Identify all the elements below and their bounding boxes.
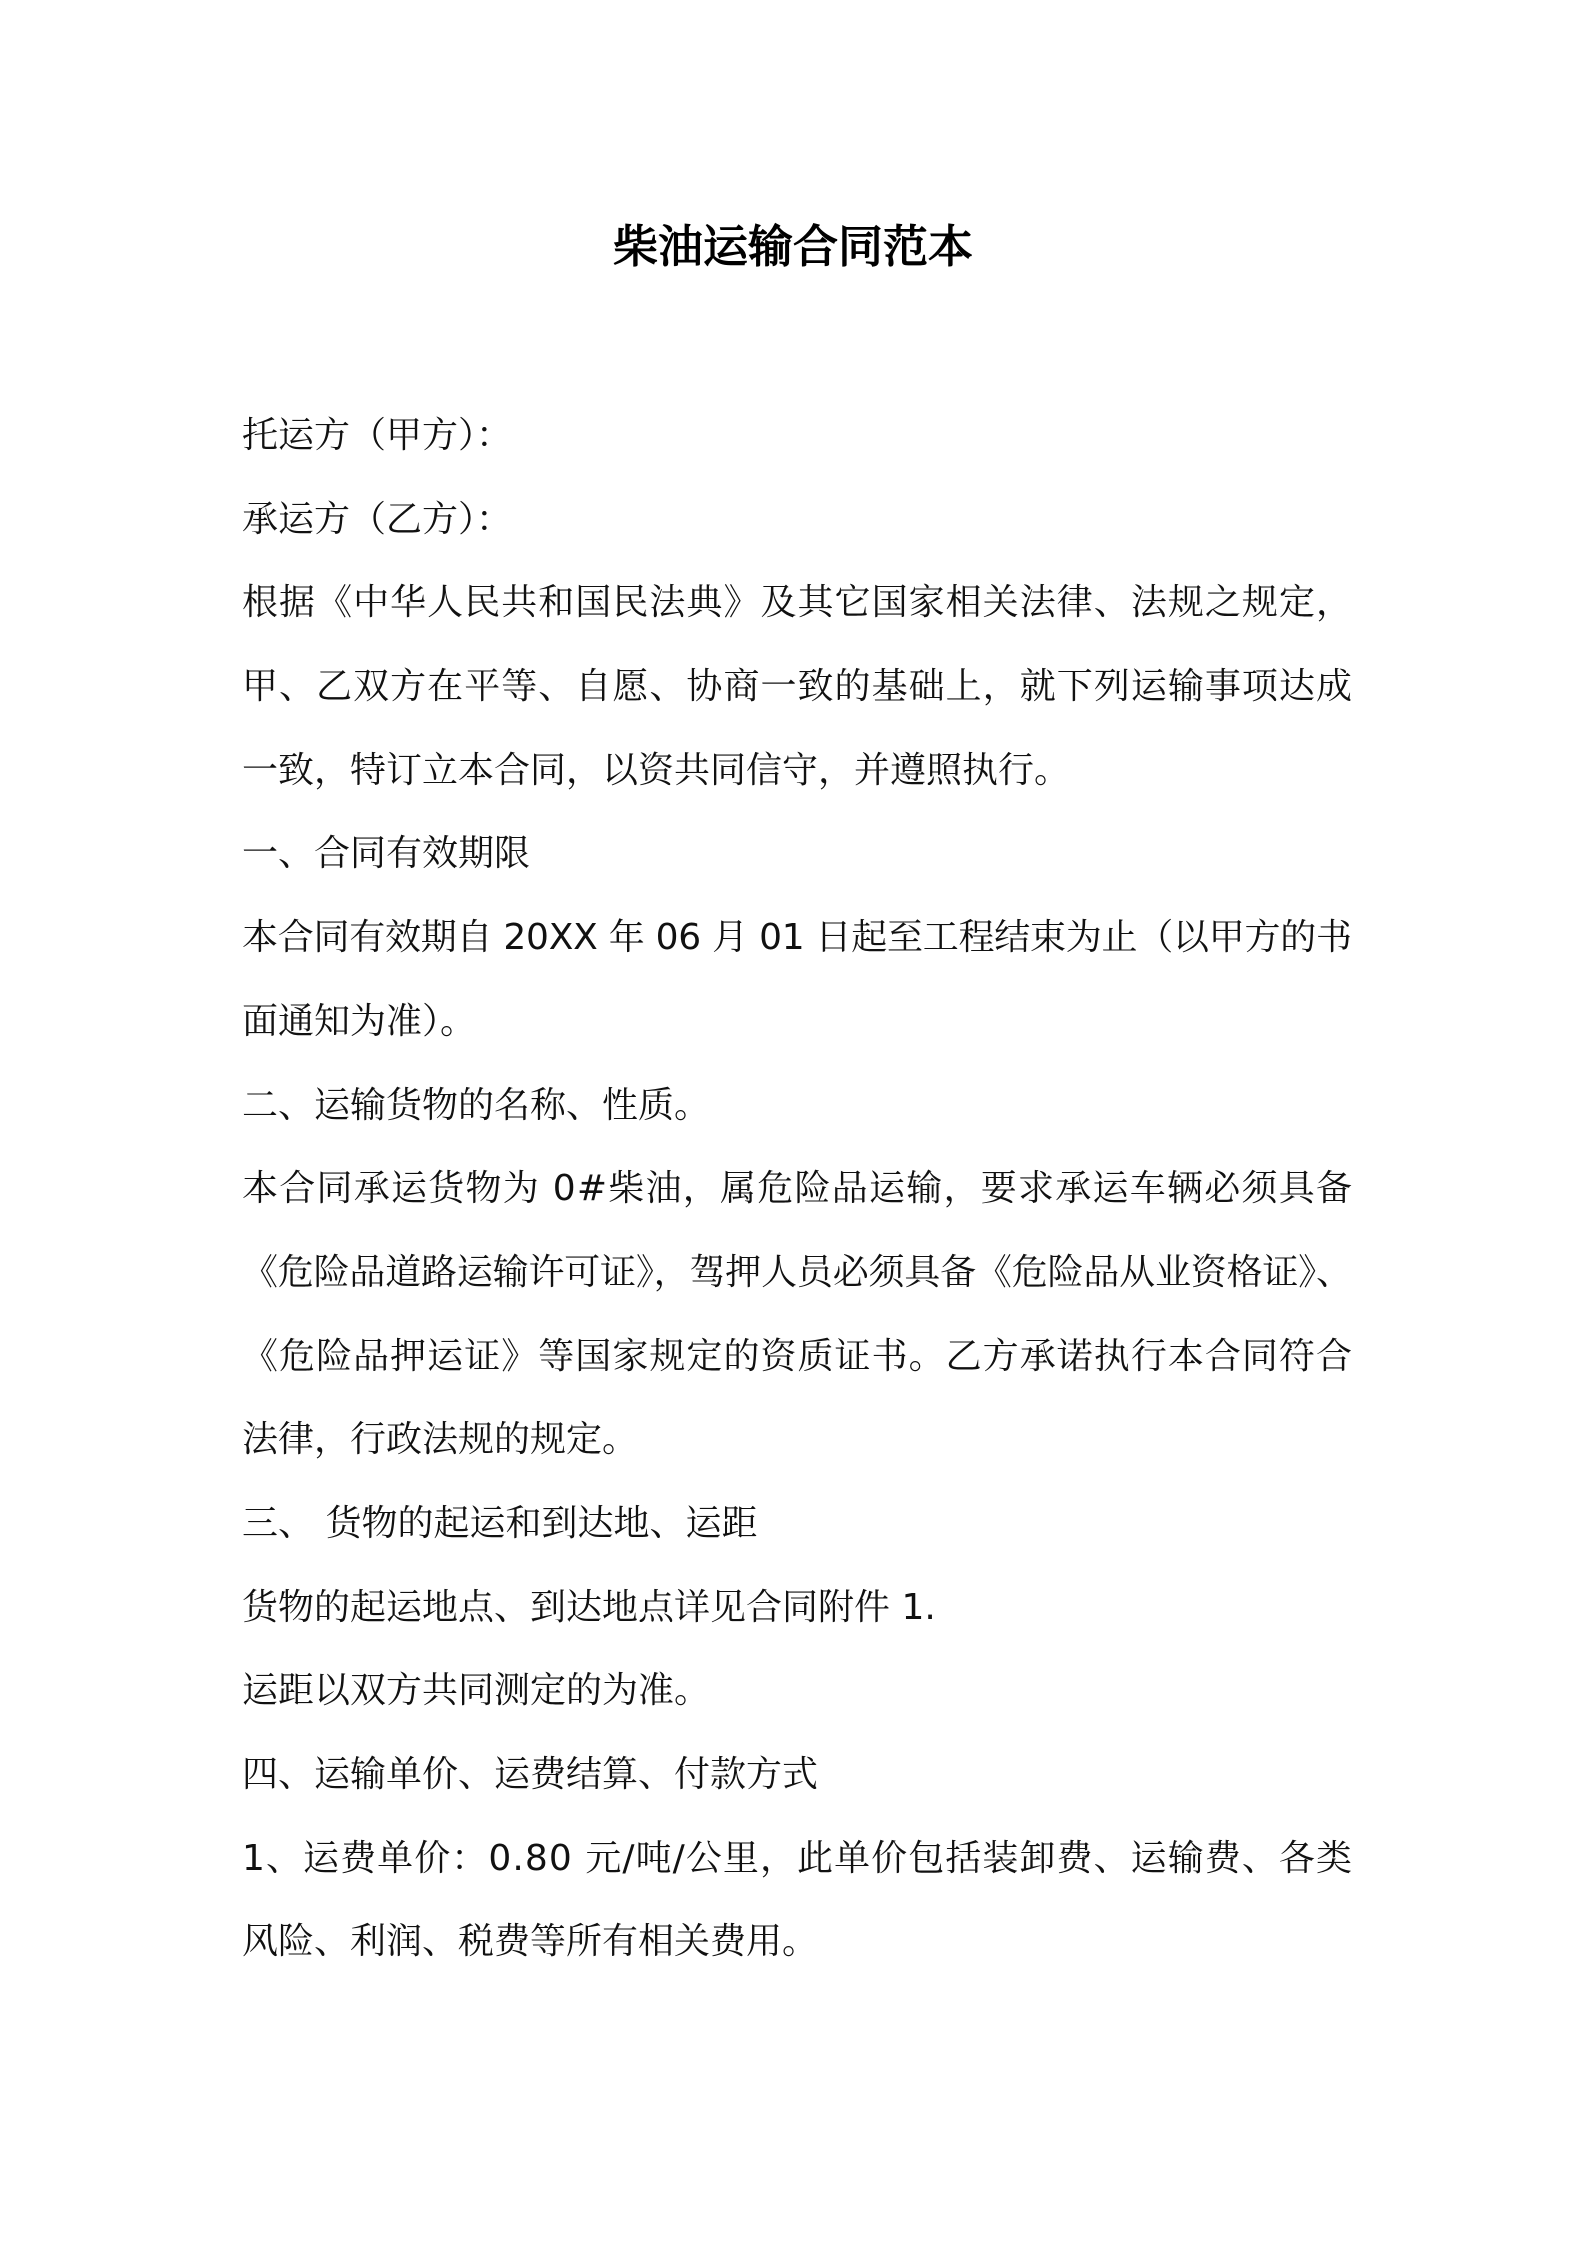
clause-row	[242, 1315, 1352, 1399]
clause-line: 风险、利润、税费等所有相关费用。	[242, 1921, 819, 1963]
document-body	[242, 394, 1352, 1984]
party-b-row	[242, 478, 1352, 562]
section-heading-validity: 一、合同有效期限	[242, 833, 531, 875]
document-title: 柴油运输合同范本	[612, 220, 973, 273]
clause-row	[242, 1566, 1352, 1650]
clause-row	[242, 1147, 1352, 1231]
clause-row	[242, 980, 1352, 1064]
section-heading-row	[242, 1482, 1352, 1566]
preamble-line: 一致，特订立本合同，以资共同信守，并遵照执行。	[242, 749, 1071, 791]
clause-line: 本合同有效期自 20XX 年 06 月 01 日起至工程结束为止（以甲方的书	[242, 917, 1352, 959]
clause-line: 本合同承运货物为 0#柴油，属危险品运输，要求承运车辆必须具备	[242, 1168, 1354, 1210]
clause-row	[242, 896, 1352, 980]
section-heading-route: 三、 货物的起运和到达地、运距	[242, 1502, 758, 1544]
party-b-label: 承运方（乙方）：	[242, 498, 513, 540]
clause-line: 运距以双方共同测定的为准。	[242, 1670, 711, 1712]
party-a-row	[242, 394, 1352, 478]
clause-line: 法律，行政法规的规定。	[242, 1419, 639, 1461]
clause-line: 《危险品押运证》等国家规定的资质证书。乙方承诺执行本合同符合	[242, 1335, 1354, 1377]
preamble-row	[242, 645, 1352, 729]
clause-row	[242, 1817, 1352, 1901]
preamble-row	[242, 561, 1352, 645]
party-a-label: 托运方（甲方）：	[242, 415, 513, 456]
clause-line: 《危险品道路运输许可证》，驾押人员必须具备《危险品从业资格证》、	[242, 1251, 1352, 1293]
preamble-line: 根据《中华人民共和国民法典》及其它国家相关法律、法规之规定，	[242, 582, 1354, 624]
clause-row	[242, 1231, 1352, 1315]
preamble-line: 甲、乙双方在平等、自愿、协商一致的基础上，就下列运输事项达成	[242, 666, 1354, 708]
section-heading-pricing: 四、运输单价、运费结算、付款方式	[242, 1754, 819, 1795]
preamble-row	[242, 729, 1352, 813]
section-heading-row	[242, 1064, 1352, 1148]
clause-line: 货物的起运地点、到达地点详见合同附件 1.	[242, 1586, 936, 1628]
clause-row	[242, 1398, 1352, 1482]
clause-line: 面通知为准）。	[242, 1000, 477, 1042]
clause-row	[242, 1900, 1352, 1984]
section-heading-row	[242, 812, 1352, 896]
clause-row	[242, 1649, 1352, 1733]
clause-line: 1、运费单价：0.80 元/吨/公里，此单价包括装卸费、运输费、各类	[242, 1837, 1354, 1879]
section-heading-row	[242, 1733, 1352, 1817]
section-heading-goods: 二、运输货物的名称、性质。	[242, 1084, 711, 1126]
